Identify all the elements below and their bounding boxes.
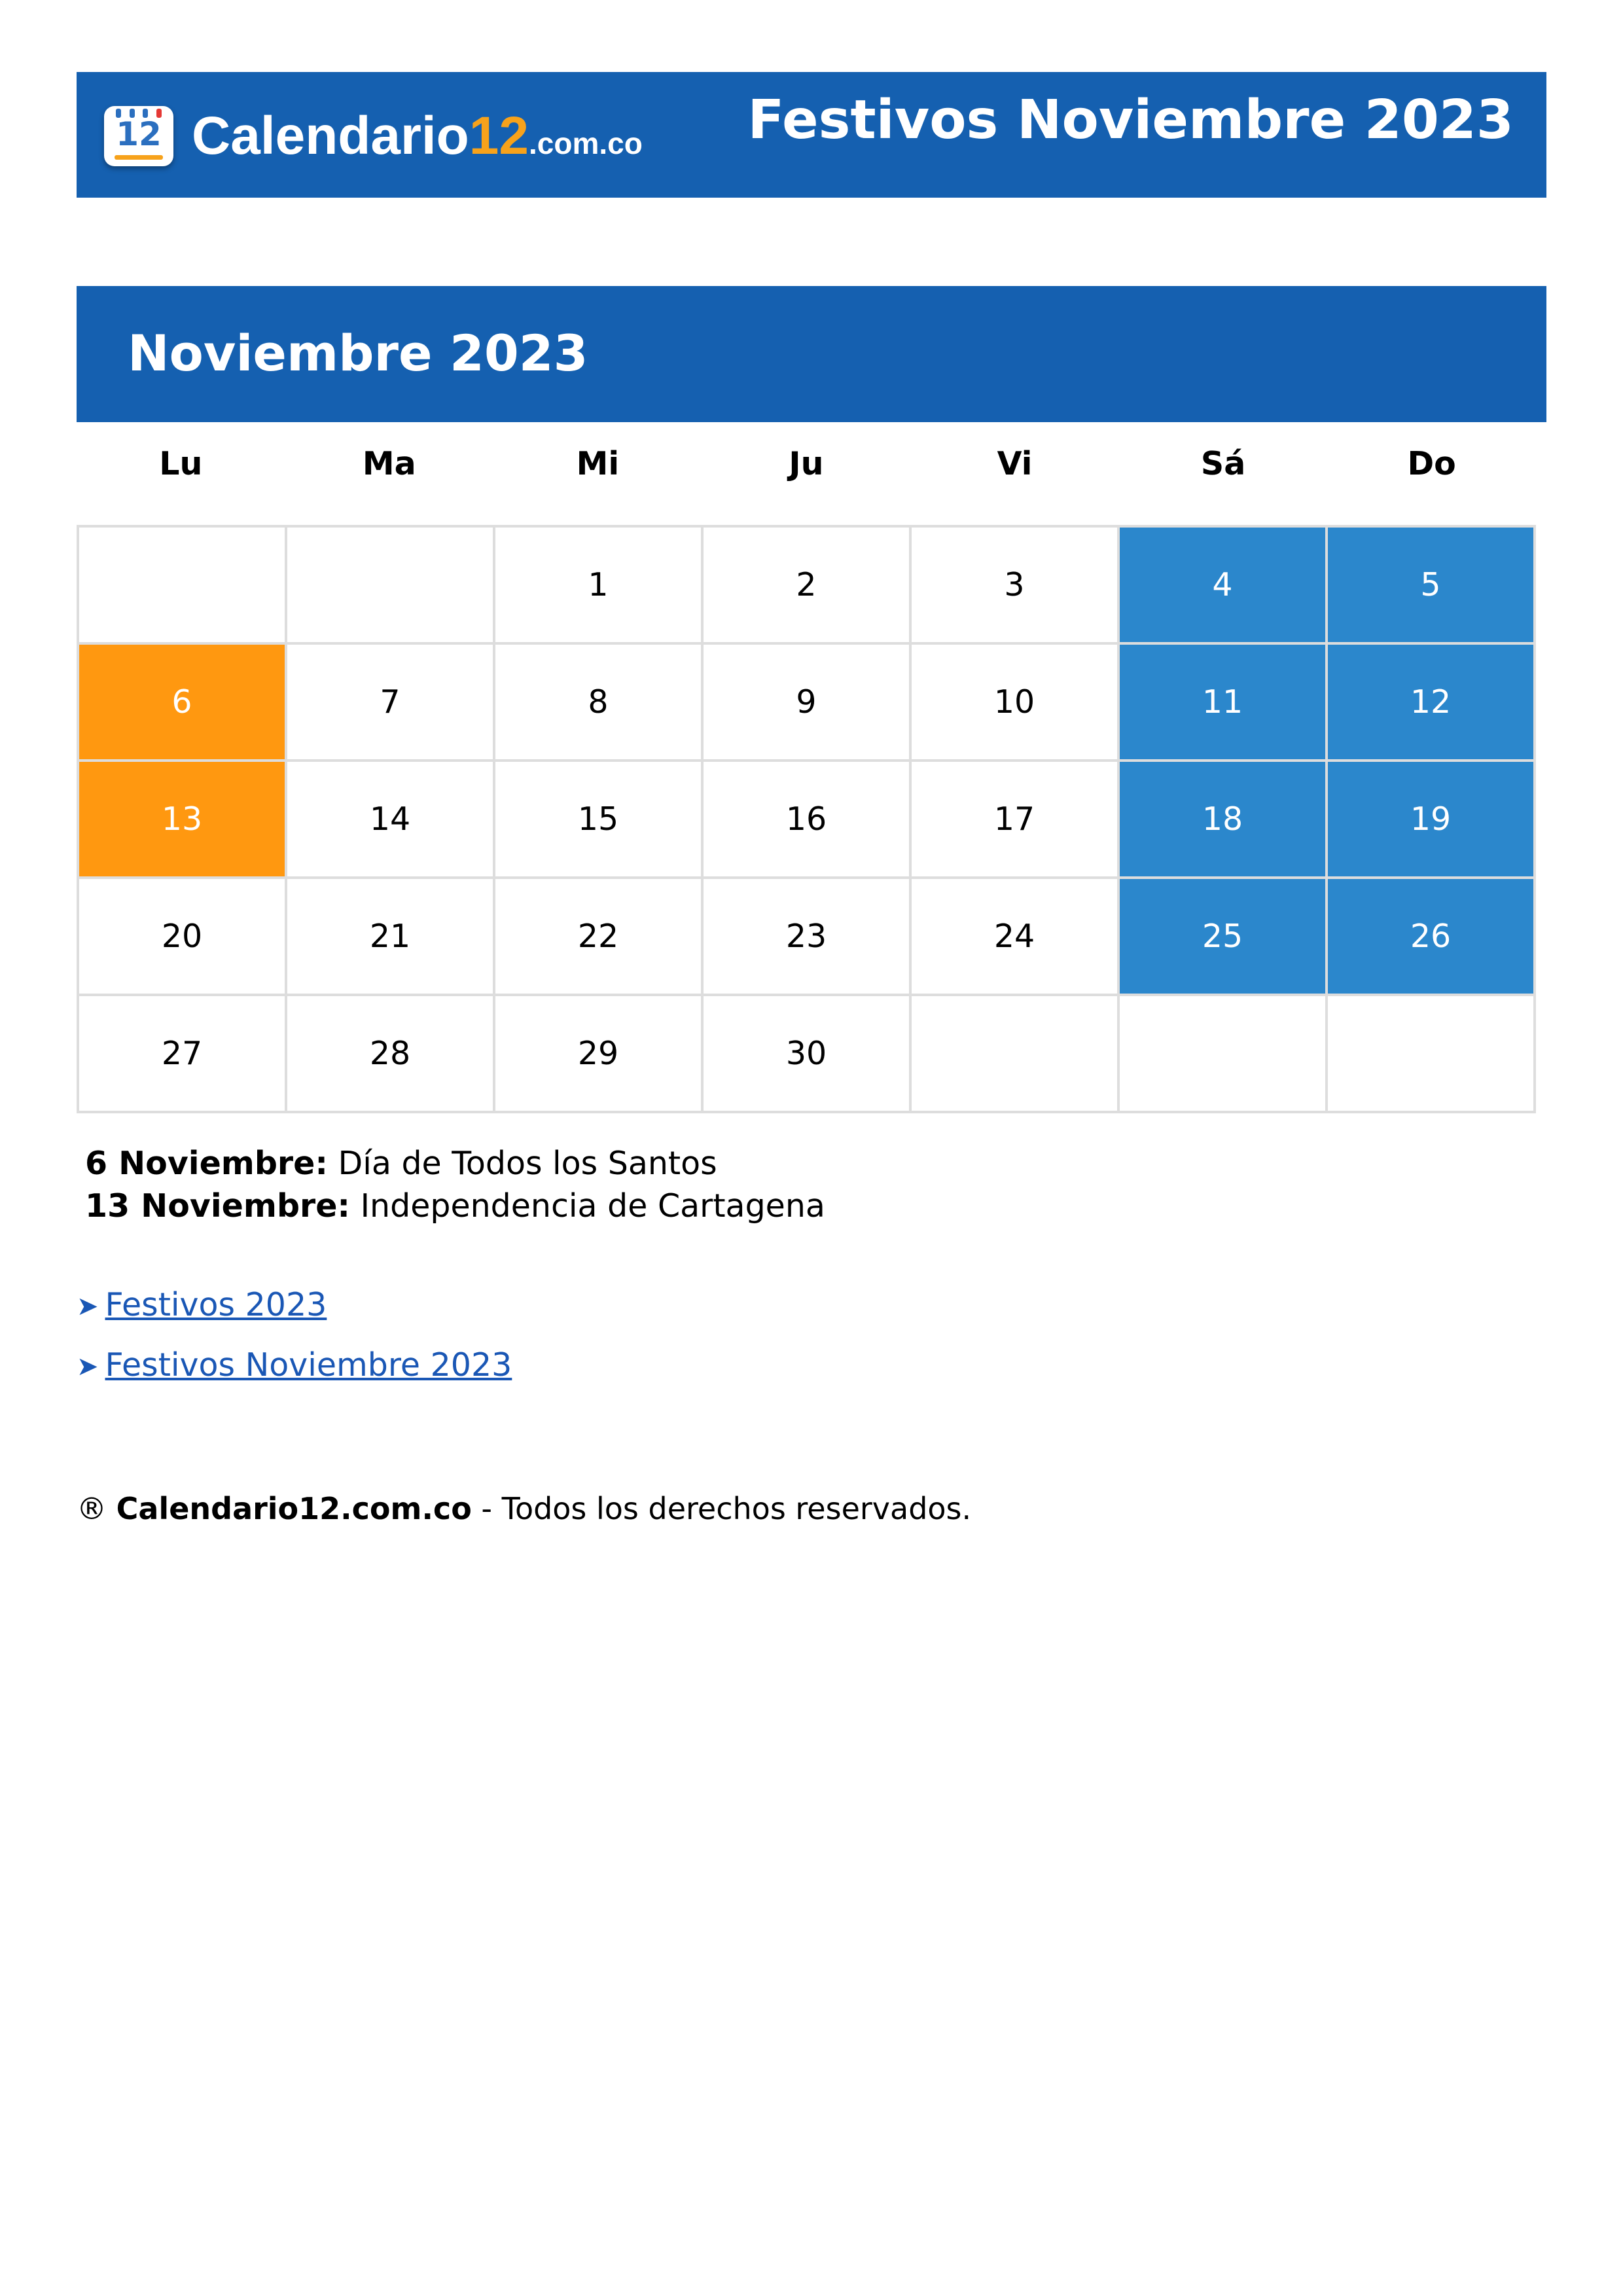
day-cell: [1120, 996, 1328, 1113]
site-logo[interactable]: [104, 103, 643, 169]
day-cell[interactable]: 17: [912, 762, 1120, 879]
day-cell[interactable]: 3: [912, 528, 1120, 645]
weekday-row: [77, 445, 1536, 482]
footer-brand: Calendario12.com.co: [116, 1491, 472, 1526]
month-title: Noviembre 2023: [128, 324, 588, 382]
day-cell[interactable]: 26: [1328, 879, 1536, 996]
link-item: [77, 1286, 512, 1346]
footer-text: - Todos los derechos reservados.: [471, 1491, 972, 1526]
day-cell[interactable]: 9: [704, 645, 912, 762]
day-cell: [912, 996, 1120, 1113]
day-cell: [1328, 996, 1536, 1113]
weekday-label: Vi: [997, 445, 1033, 482]
day-cell[interactable]: 24: [912, 879, 1120, 996]
holiday-date: 13 Noviembre:: [85, 1187, 351, 1225]
day-cell[interactable]: 28: [287, 996, 495, 1113]
day-cell[interactable]: 19: [1328, 762, 1536, 879]
link-festivos-noviembre-2023[interactable]: Festivos Noviembre 2023: [105, 1346, 512, 1384]
related-links: [77, 1286, 512, 1407]
day-cell[interactable]: 13: [79, 762, 287, 879]
day-cell[interactable]: 29: [495, 996, 704, 1113]
weekday-label: Lu: [159, 445, 203, 482]
day-cell[interactable]: 27: [79, 996, 287, 1113]
day-cell[interactable]: 6: [79, 645, 287, 762]
day-cell: [79, 528, 287, 645]
page-title: Festivos Noviembre 2023: [747, 89, 1514, 151]
day-cell[interactable]: 14: [287, 762, 495, 879]
day-cell[interactable]: 2: [704, 528, 912, 645]
link-festivos-2023[interactable]: Festivos 2023: [105, 1286, 327, 1323]
day-cell[interactable]: 5: [1328, 528, 1536, 645]
weekday-label: Sá: [1200, 445, 1246, 482]
day-cell[interactable]: 12: [1328, 645, 1536, 762]
day-cell[interactable]: 11: [1120, 645, 1328, 762]
day-cell[interactable]: 23: [704, 879, 912, 996]
weekday-label: Ju: [789, 445, 824, 482]
month-header: [77, 286, 1546, 422]
page-header: [77, 72, 1546, 198]
holiday-item: [85, 1185, 825, 1227]
registered-symbol: ®: [77, 1491, 107, 1526]
day-cell[interactable]: 16: [704, 762, 912, 879]
weekday-label: Ma: [362, 445, 416, 482]
day-cell[interactable]: 15: [495, 762, 704, 879]
day-cell[interactable]: 10: [912, 645, 1120, 762]
calendar-grid: [77, 525, 1536, 1113]
day-cell[interactable]: 4: [1120, 528, 1328, 645]
link-item: [77, 1346, 512, 1407]
day-cell[interactable]: 25: [1120, 879, 1328, 996]
holiday-name: Independencia de Cartagena: [360, 1187, 825, 1225]
day-cell[interactable]: 7: [287, 645, 495, 762]
calendar-icon: 12: [104, 106, 173, 166]
holiday-name: Día de Todos los Santos: [338, 1145, 717, 1182]
arrow-right-icon: ➤: [77, 1352, 99, 1382]
holiday-item: [85, 1142, 825, 1185]
day-cell[interactable]: 18: [1120, 762, 1328, 879]
day-cell[interactable]: 30: [704, 996, 912, 1113]
day-cell[interactable]: 21: [287, 879, 495, 996]
holiday-list: [85, 1142, 825, 1227]
weekday-label: Do: [1407, 445, 1456, 482]
arrow-right-icon: ➤: [77, 1291, 99, 1321]
weekday-label: Mi: [576, 445, 620, 482]
day-cell[interactable]: 20: [79, 879, 287, 996]
day-cell: [287, 528, 495, 645]
footer: [77, 1491, 971, 1526]
day-cell[interactable]: 8: [495, 645, 704, 762]
day-cell[interactable]: 1: [495, 528, 704, 645]
logo-wordmark: Calendario12.com.co: [192, 106, 643, 166]
holiday-date: 6 Noviembre:: [85, 1145, 328, 1182]
day-cell[interactable]: 22: [495, 879, 704, 996]
